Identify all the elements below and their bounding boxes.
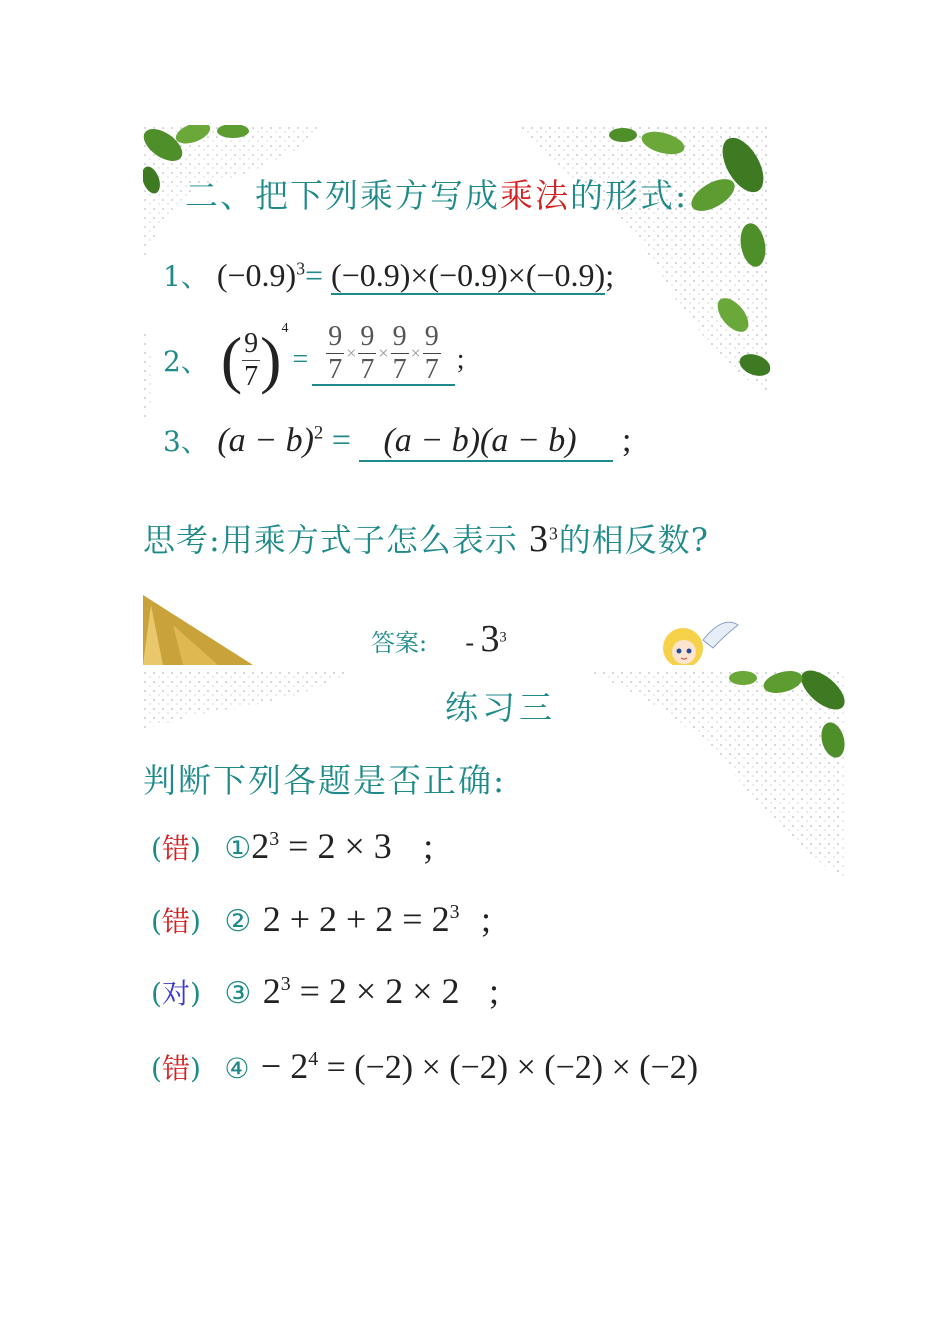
expression: = 2 × 2 × 2: [290, 971, 460, 1011]
paren-close: ): [260, 324, 282, 395]
verdict-wrong: 错: [161, 832, 190, 865]
exercise-3: [163, 420, 631, 462]
exponent: 2: [313, 422, 324, 444]
bottom-strip: [143, 595, 253, 665]
title-highlight-power: 乘方: [360, 176, 430, 215]
semicolon: ;: [488, 971, 499, 1011]
exercise-2: [163, 315, 465, 405]
times-sign: ×: [346, 342, 357, 363]
verdict-wrong: 错: [161, 1052, 190, 1085]
exercise-1: [163, 255, 614, 295]
item-number: ①: [224, 831, 252, 866]
slide-1: [143, 125, 770, 665]
answer-2: [312, 320, 454, 386]
answer-1: (−0.9)×(−0.9)×(−0.9): [331, 257, 606, 293]
fraction: $\frac{9}{7}$: [328, 320, 343, 385]
item-number: ②: [224, 904, 252, 939]
equals-sign: =: [331, 422, 351, 459]
expression-base: 2: [262, 971, 281, 1011]
expression: = 2 × 3: [279, 826, 392, 866]
title-part: 的形式:: [570, 176, 689, 215]
verdict-paren: (错): [151, 832, 201, 865]
verdict-paren: (错): [151, 905, 201, 938]
think-base: 3: [528, 518, 549, 560]
verdict-paren: (对): [151, 977, 201, 1010]
semicolon: ;: [621, 422, 632, 459]
expression: = (−2) × (−2) × (−2) × (−2): [318, 1049, 699, 1086]
semicolon: ;: [456, 344, 465, 375]
semicolon: ;: [605, 257, 615, 293]
angel-illustration: [663, 622, 738, 665]
think-text: 思考:用乘方式子怎么表示: [143, 521, 518, 559]
slide-title: 练习三: [445, 688, 556, 727]
think-exponent: 3: [548, 523, 559, 544]
judgement-row: [151, 1045, 698, 1087]
title-part: 二、把下列: [185, 176, 360, 215]
title-part: 写成: [430, 176, 500, 215]
semicolon: ;: [480, 899, 491, 939]
paren-open: (: [220, 324, 243, 395]
judgement-row: [151, 898, 491, 940]
slide-title: [185, 170, 688, 217]
answer-label: 答案:: [371, 629, 428, 657]
item-number: ④: [224, 1052, 250, 1085]
fraction: $\frac{9}{7}$: [424, 320, 439, 385]
judgement-row: [151, 970, 499, 1012]
item-number: 1、: [163, 260, 209, 293]
equals-sign: =: [292, 344, 309, 375]
slide-background: [143, 670, 845, 1100]
exponent: 4: [281, 321, 289, 336]
exponent: 3: [296, 258, 305, 279]
judgement-row: [151, 825, 433, 867]
item-number: 3、: [163, 425, 209, 458]
expression: − 2: [260, 1046, 309, 1086]
semicolon: ;: [423, 826, 434, 866]
answer-sign: -: [465, 628, 481, 657]
think-question: [143, 515, 709, 561]
exponent: 3: [269, 828, 280, 850]
equals-sign: =: [304, 257, 324, 293]
item-number: 2、: [163, 345, 209, 378]
think-text: 的相反数?: [558, 521, 709, 559]
answer-exponent: 3: [499, 629, 507, 646]
verdict-wrong: 错: [161, 905, 190, 938]
prompt-text: 判断下列各题是否正确:: [143, 761, 507, 800]
verdict-right: 对: [161, 977, 190, 1010]
expression-lhs: (−0.9): [216, 257, 297, 293]
expression-lhs: (a − b): [217, 422, 314, 459]
title-highlight-multiply: 乘法: [500, 176, 570, 215]
expression-base: 2: [251, 826, 270, 866]
item-number: ③: [224, 976, 252, 1011]
times-sign: ×: [378, 342, 389, 363]
verdict-paren: (错): [151, 1052, 201, 1085]
answer-base: 3: [480, 618, 500, 660]
slide-2: [143, 670, 845, 1100]
answer-3: (a − b)(a − b): [359, 422, 613, 462]
exponent: 3: [449, 901, 460, 923]
exponent: 4: [308, 1048, 319, 1070]
expression: 2 + 2 + 2 = 2: [262, 899, 450, 939]
times-sign: ×: [410, 342, 421, 363]
exponent: 3: [280, 973, 291, 995]
answer-row: [371, 617, 507, 661]
fraction: $\frac{9}{7}$: [360, 320, 375, 385]
fraction-lhs: $\frac{9}{7}$: [244, 327, 259, 392]
fraction: $\frac{9}{7}$: [392, 320, 407, 385]
